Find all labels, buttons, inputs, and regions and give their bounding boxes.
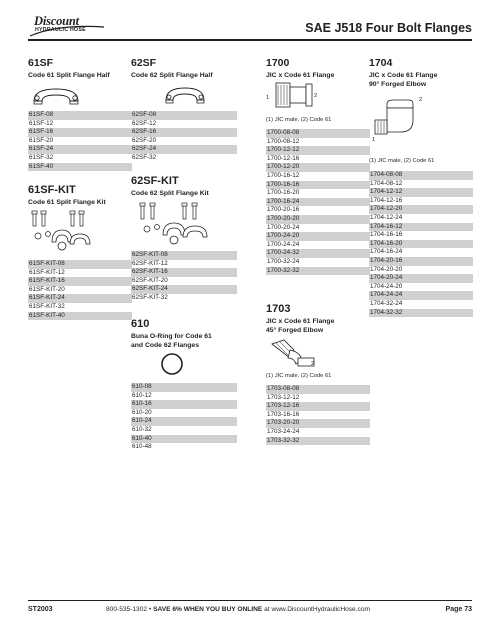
list-item[interactable]: 62SF-08 (131, 111, 237, 120)
part-list-610 (131, 383, 237, 452)
list-item[interactable]: 1703-32-32 (266, 437, 370, 446)
section-subtitle-line2: and Code 62 Flanges (131, 342, 199, 349)
fitting-note: (1) JIC male, (2) Code 61 (266, 373, 332, 379)
list-item[interactable]: 610-12 (132, 391, 152, 399)
website-link[interactable]: at www.DiscountHydraulicHose.com (264, 606, 371, 613)
list-item[interactable]: 61SF-KIT-08 (28, 260, 132, 269)
section-subtitle: Code 62 Split Flange Half (131, 72, 213, 79)
section-title: 62SF-KIT (131, 175, 179, 187)
phone-number[interactable]: 800-535-1302 (106, 606, 148, 613)
list-item[interactable]: 1703-20-20 (266, 419, 370, 428)
callout-2: 2 (311, 361, 315, 367)
section-1703 (266, 303, 370, 335)
list-item[interactable]: 62SF-KIT-16 (131, 268, 237, 277)
list-item[interactable]: 1704-12-12 (369, 188, 473, 197)
section-title: 61SF (28, 57, 54, 69)
list-item[interactable]: 1704-12-16 (370, 196, 403, 204)
list-item[interactable]: 1700-20-24 (267, 223, 300, 231)
list-item[interactable]: 62SF-24 (131, 145, 237, 154)
list-item[interactable]: 1703-16-16 (267, 410, 300, 418)
page-number: Page 73 (445, 606, 472, 613)
footer-divider (28, 600, 472, 601)
list-item[interactable]: 1700-12-20 (266, 163, 370, 172)
fitting-1700-image (266, 80, 326, 112)
list-item[interactable]: 61SF-KIT-20 (29, 285, 65, 293)
part-list-1703 (266, 385, 370, 445)
list-item[interactable]: 1700-32-32 (266, 267, 370, 276)
list-item[interactable]: 61SF-24 (28, 145, 132, 154)
list-item[interactable]: 62SF-KIT-12 (132, 259, 168, 267)
list-item[interactable]: 62SF-KIT-08 (131, 251, 237, 260)
part-list-1704 (369, 171, 473, 317)
list-item[interactable]: 610-20 (132, 408, 152, 416)
list-item[interactable]: 61SF-KIT-40 (28, 312, 132, 321)
section-subtitle: JIC x Code 61 Flange (266, 72, 335, 79)
list-item[interactable]: 62SF-KIT-24 (131, 285, 237, 294)
part-list-62sf-kit (131, 251, 237, 303)
footer-contact (106, 606, 370, 613)
list-item[interactable]: 1704-24-20 (370, 282, 403, 290)
page-header (0, 0, 494, 46)
list-item[interactable]: 1703-08-08 (266, 385, 370, 394)
fitting-1704-image (369, 96, 429, 152)
section-1704 (369, 57, 473, 89)
list-item[interactable]: 61SF-40 (28, 163, 132, 172)
section-title: 1700 (266, 57, 290, 69)
footer-bullet: • (148, 606, 152, 613)
fitting-note: (1) JIC male, (2) Code 61 (266, 117, 332, 123)
list-item[interactable]: 610-32 (132, 425, 152, 433)
list-item[interactable]: 1704-12-20 (369, 205, 473, 214)
section-subtitle: Code 62 Split Flange Kit (131, 190, 209, 197)
section-subtitle: Code 61 Split Flange Half (28, 72, 110, 79)
list-item[interactable]: 61SF-12 (29, 119, 54, 127)
fitting-1703-image (266, 336, 326, 370)
section-title: 62SF (131, 57, 157, 69)
header-divider (28, 39, 472, 41)
section-title: 1703 (266, 303, 291, 315)
list-item[interactable]: 1703-12-16 (266, 402, 370, 411)
callout-2: 2 (419, 97, 423, 103)
list-item[interactable]: 1700-20-16 (267, 206, 300, 214)
section-62sf-kit (131, 175, 237, 198)
section-61sf-kit (28, 184, 132, 207)
list-item[interactable]: 61SF-KIT-16 (28, 277, 132, 286)
list-item[interactable]: 1700-08-12 (267, 137, 300, 145)
split-flange-half-62-image (163, 84, 207, 106)
list-item[interactable]: 610-40 (131, 435, 237, 444)
list-item[interactable]: 62SF-32 (132, 153, 157, 161)
part-list-61sf (28, 111, 132, 171)
callout-1: 1 (266, 95, 270, 101)
list-item[interactable]: 61SF-KIT-32 (29, 302, 65, 310)
callout-2: 2 (314, 93, 318, 99)
list-item[interactable]: 1700-12-12 (266, 146, 370, 155)
list-item[interactable]: 1704-32-24 (370, 299, 403, 307)
list-item[interactable]: 62SF-KIT-32 (132, 293, 168, 301)
list-item[interactable]: 1704-16-16 (370, 231, 403, 239)
list-item[interactable]: 1700-24-20 (266, 232, 370, 241)
list-item[interactable]: 610-24 (131, 417, 237, 426)
section-62sf (131, 57, 237, 80)
logo-name: Discount (34, 14, 79, 28)
list-item[interactable]: 1704-08-08 (369, 171, 473, 180)
o-ring-image (160, 352, 184, 376)
company-logo[interactable] (28, 14, 106, 38)
fitting-note: (1) JIC male, (2) Code 61 (369, 158, 435, 164)
list-item[interactable]: 1704-20-16 (369, 257, 473, 266)
list-item[interactable]: 61SF-08 (28, 111, 132, 120)
list-item[interactable]: 1700-32-24 (267, 257, 300, 265)
list-item[interactable]: 1700-16-24 (266, 198, 370, 207)
list-item[interactable]: 1704-12-24 (370, 213, 403, 221)
split-flange-half-image (30, 85, 82, 107)
list-item[interactable]: 1704-20-20 (370, 265, 403, 273)
page-title: SAE J518 Four Bolt Flanges (305, 21, 472, 35)
list-item[interactable]: 1700-16-16 (266, 181, 370, 190)
list-item[interactable]: 62SF-16 (131, 128, 237, 137)
section-subtitle-line2: 90° Forged Elbow (369, 81, 427, 88)
part-list-1700 (266, 129, 370, 275)
list-item[interactable]: 1700-16-12 (267, 171, 300, 179)
list-item[interactable]: 1700-12-16 (267, 154, 300, 162)
page-footer (28, 606, 472, 618)
list-item[interactable]: 1700-16-20 (267, 189, 300, 197)
list-item[interactable]: 1704-16-20 (369, 240, 473, 249)
list-item[interactable]: 1700-08-08 (266, 129, 370, 138)
callout-1: 1 (372, 137, 376, 143)
list-item[interactable]: 62SF-20 (132, 136, 157, 144)
section-61sf (28, 57, 132, 80)
list-item[interactable]: 1704-20-24 (369, 274, 473, 283)
list-item[interactable]: 1704-24-24 (369, 291, 473, 300)
list-item[interactable]: 610-16 (131, 400, 237, 409)
list-item[interactable]: 1703-24-24 (267, 427, 300, 435)
list-item[interactable]: 610-08 (131, 383, 237, 392)
logo-subtitle: HYDRAULIC HOSE (35, 27, 86, 33)
promo-text: SAVE 6% WHEN YOU BUY ONLINE (153, 606, 263, 613)
list-item[interactable]: 61SF-KIT-12 (29, 268, 65, 276)
section-subtitle-line1: Buna O-Ring for Code 61 (131, 333, 212, 340)
section-subtitle-line1: JIC x Code 61 Flange (266, 318, 335, 325)
list-item[interactable]: 61SF-KIT-24 (28, 294, 132, 303)
split-flange-kit-62-image (137, 202, 215, 246)
section-subtitle-line2: 45° Forged Elbow (266, 327, 324, 334)
list-item[interactable]: 61SF-32 (29, 153, 54, 161)
list-item[interactable]: 61SF-20 (29, 136, 54, 144)
part-list-61sf-kit (28, 260, 132, 320)
elbow-90-fitting-icon (369, 96, 429, 152)
list-item[interactable]: 1703-12-12 (267, 393, 300, 401)
catalog-code: ST2003 (28, 606, 53, 613)
list-item[interactable]: 1704-08-12 (370, 179, 403, 187)
section-610 (131, 318, 237, 350)
section-title: 610 (131, 318, 150, 330)
list-item[interactable]: 1704-32-32 (369, 309, 473, 318)
list-item[interactable]: 1704-16-24 (370, 248, 403, 256)
list-item[interactable]: 1704-16-12 (369, 223, 473, 232)
section-1700 (266, 57, 370, 80)
list-item[interactable]: 1700-20-20 (266, 215, 370, 224)
list-item[interactable]: 1700-24-24 (267, 240, 300, 248)
section-subtitle: Code 61 Split Flange Kit (28, 199, 106, 206)
list-item[interactable]: 62SF-KIT-20 (132, 276, 168, 284)
list-item[interactable]: 62SF-12 (132, 119, 157, 127)
elbow-45-fitting-icon (266, 336, 326, 370)
split-flange-kit-image (30, 210, 92, 252)
section-subtitle-line1: JIC x Code 61 Flange (369, 72, 438, 79)
list-item[interactable]: 1700-24-32 (266, 249, 370, 258)
part-list-62sf (131, 111, 237, 163)
section-title: 61SF-KIT (28, 184, 76, 196)
list-item[interactable]: 610-48 (132, 443, 152, 451)
section-title: 1704 (369, 57, 393, 69)
list-item[interactable]: 61SF-16 (28, 128, 132, 137)
